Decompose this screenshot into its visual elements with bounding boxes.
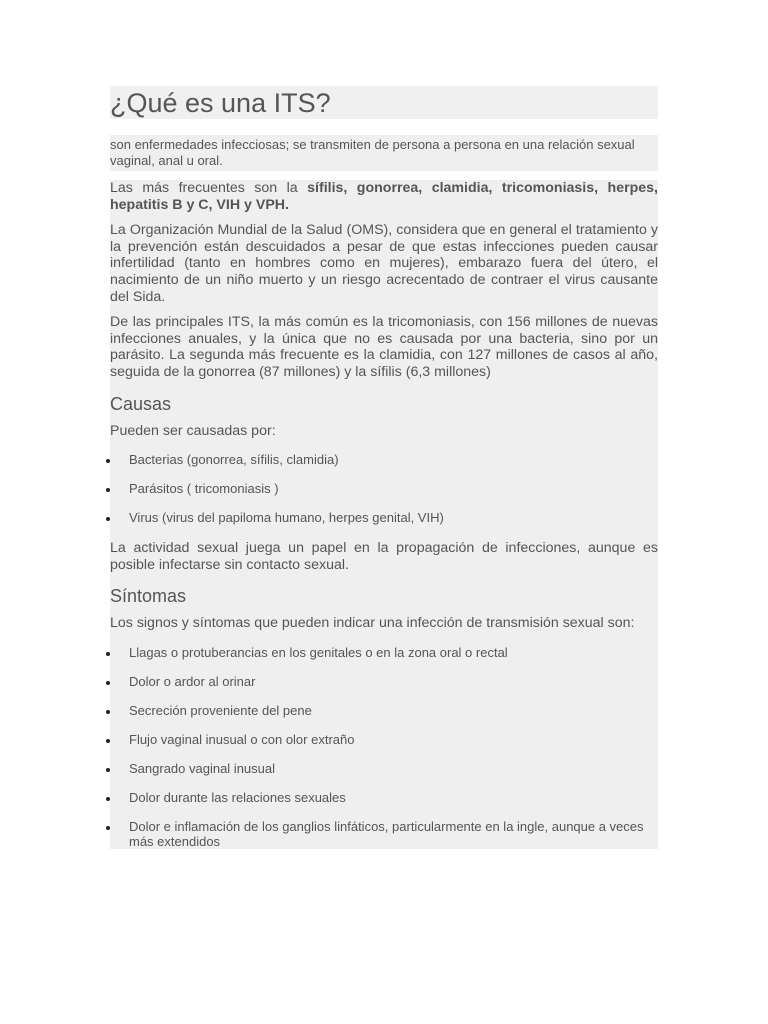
frecuentes-paragraph: [110, 180, 658, 213]
frecuentes-bold: sífilis, gonorrea, clamidia, tricomoniasis, herpes, hepatitis B y C, VIH y VPH.: [110, 180, 658, 213]
list-item: Flujo vaginal inusual o con olor extraño: [110, 725, 658, 754]
causas-note: La actividad sexual juega un papel en la propagación de infecciones, aunque es posible infectarse sin contacto sexual.: [110, 540, 658, 573]
list-item: Sangrado vaginal inusual: [110, 754, 658, 783]
sintomas-heading: Síntomas: [110, 573, 658, 615]
list-item: Secreción proveniente del pene: [110, 696, 658, 725]
list-item: Virus (virus del papiloma humano, herpes genital, VIH): [110, 503, 658, 532]
list-item: Dolor e inflamación de los ganglios linfáticos, particularmente en la ingle, aunque a veces más extendidos: [110, 812, 658, 849]
list-item: Dolor o ardor al orinar: [110, 667, 658, 696]
document-page: [110, 86, 658, 849]
oms-paragraph: La Organización Mundial de la Salud (OMS), considera que en general el tratamiento y la prevención están descuidados a pesar de que estas infecciones pueden causar infertilidad (tanto en hombres como en mujeres), embarazo fuera del útero, el nacimiento de un niño muerto y un riesgo acrecentado de contraer el virus causante del Sida.: [110, 222, 658, 305]
list-item: Parásitos ( tricomoniasis ): [110, 474, 658, 503]
causas-heading: Causas: [110, 381, 658, 423]
list-item: Bacterias (gonorrea, sífilis, clamidia): [110, 445, 658, 474]
page-title: ¿Qué es una ITS?: [110, 86, 658, 119]
frecuentes-prefix: Las más frecuentes son la: [110, 180, 308, 196]
intro-text: son enfermedades infecciosas; se transmiten de persona a persona en una relación sexual vaginal, anal u oral.: [110, 135, 658, 171]
sintomas-lead: Los signos y síntomas que pueden indicar una infección de transmisión sexual son:: [110, 615, 635, 632]
causas-list: [110, 439, 658, 536]
sintomas-list: [110, 632, 658, 849]
list-item: Llagas o protuberancias en los genitales o en la zona oral o rectal: [110, 638, 658, 667]
causas-lead: Pueden ser causadas por:: [110, 422, 276, 439]
principales-paragraph: De las principales ITS, la más común es la tricomoniasis, con 156 millones de nuevas infecciones anuales, y la única que no es causada por una bacteria, sino por un parásito. La segunda más frecuente es la clamidia, con 127 millones de casos al año, seguida de la gonorrea (87 millones) y la sífilis (6,3 millones): [110, 314, 658, 380]
list-item: Dolor durante las relaciones sexuales: [110, 783, 658, 812]
